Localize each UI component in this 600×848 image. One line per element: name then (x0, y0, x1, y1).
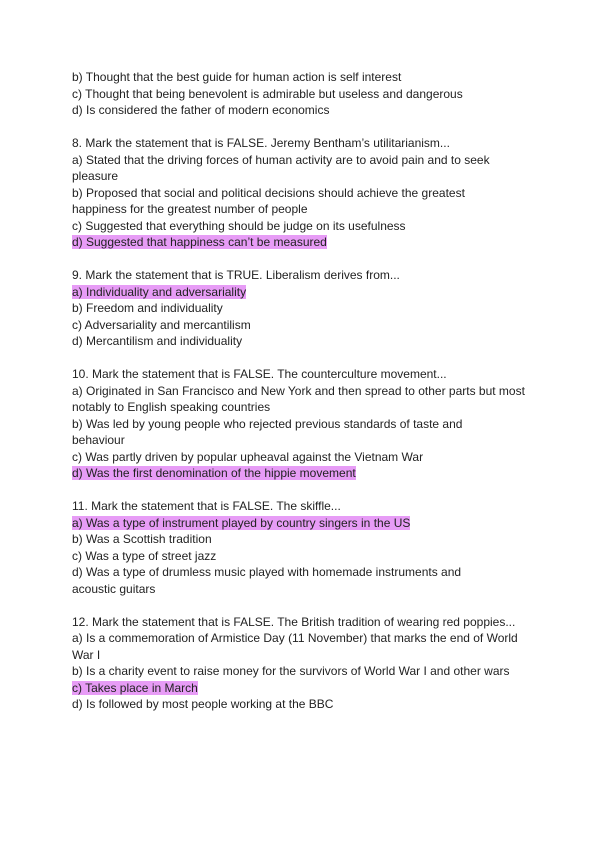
option-line (72, 399, 542, 416)
option-line-text: notably to English speaking countries (72, 400, 271, 414)
question-text: 9. Mark the statement that is TRUE. Liberalism derives from... (72, 268, 400, 282)
option-line (72, 564, 542, 581)
option-line (72, 284, 542, 301)
answer-option (72, 531, 542, 548)
option-line (72, 152, 542, 169)
answer-option (72, 696, 542, 713)
question-text: 12. Mark the statement that is FALSE. The British tradition of wearing red poppies... (72, 614, 516, 629)
option-line-text: b) Was led by young people who rejected previous standards of taste and (72, 416, 463, 431)
option-line (72, 465, 542, 482)
question-block (72, 135, 542, 251)
document-page (72, 69, 542, 729)
intro-option-c: c) Thought that being benevolent is admirable but useless and dangerous (72, 86, 463, 101)
option-line-text: d) Was a type of drumless music played with homemade instruments and (72, 565, 462, 579)
option-line-text: a) Individuality and adversariality (72, 284, 247, 299)
answer-option (72, 663, 542, 680)
option-line-text: a) Stated that the driving forces of human activity are to avoid pain and to seek (72, 152, 490, 167)
question-list (72, 135, 542, 713)
option-line (72, 581, 542, 598)
question-block (72, 614, 542, 713)
answer-option (72, 300, 542, 317)
answer-option-highlighted (72, 515, 542, 532)
option-line (72, 647, 542, 664)
answer-option (72, 383, 542, 416)
option-line-text: happiness for the greatest number of people (72, 202, 308, 216)
option-line-text: b) Freedom and individuality (72, 301, 223, 315)
option-line-text: d) Suggested that happiness can’t be measured (72, 235, 327, 249)
answer-option (72, 630, 542, 663)
option-line (72, 680, 542, 697)
answer-option-highlighted (72, 234, 542, 251)
answer-option-highlighted (72, 465, 542, 482)
option-line-text: d) Mercantilism and individuality (72, 334, 243, 348)
option-line (72, 531, 542, 548)
intro-option-d: d) Is considered the father of modern economics (72, 103, 330, 117)
question-text: 11. Mark the statement that is FALSE. The skiffle... (72, 499, 341, 513)
question-block (72, 498, 542, 597)
option-line (72, 416, 542, 433)
answer-option (72, 416, 542, 449)
option-line (72, 317, 542, 334)
question-text: 10. Mark the statement that is FALSE. The counterculture movement... (72, 367, 447, 381)
option-line-text: a) Originated in San Francisco and New York and then spread to other parts but most (72, 383, 525, 398)
option-line-text: acoustic guitars (72, 581, 156, 596)
answer-option (72, 333, 542, 350)
question-text: 8. Mark the statement that is FALSE. Jeremy Bentham’s utilitarianism... (72, 136, 450, 150)
option-line (72, 168, 542, 185)
option-line (72, 201, 542, 218)
option-line-text: c) Was a type of street jazz (72, 548, 217, 563)
answer-option (72, 317, 542, 334)
answer-option (72, 218, 542, 235)
question-block (72, 366, 542, 482)
option-line-text: behaviour (72, 433, 125, 447)
option-line-text: b) Is a charity event to raise money for the survivors of World War I and other wars (72, 664, 510, 678)
option-line (72, 185, 542, 202)
option-line-text: c) Was partly driven by popular upheaval against the Vietnam War (72, 449, 424, 464)
option-line-text: a) Is a commemoration of Armistice Day (11 November) that marks the end of World (72, 631, 518, 645)
option-line (72, 548, 542, 565)
option-line-text: c) Adversariality and mercantilism (72, 317, 251, 332)
option-line (72, 663, 542, 680)
option-line-text: d) Is followed by most people working at the BBC (72, 697, 334, 711)
option-line-text: b) Proposed that social and political decisions should achieve the greatest (72, 185, 465, 200)
option-line (72, 300, 542, 317)
option-line (72, 333, 542, 350)
intro-option-b: b) Thought that the best guide for human action is self interest (72, 70, 402, 84)
answer-option-highlighted (72, 284, 542, 301)
answer-option (72, 185, 542, 218)
option-line-text: b) Was a Scottish tradition (72, 532, 212, 546)
option-line-text: pleasure (72, 169, 119, 183)
option-line-text: d) Was the first denomination of the hippie movement (72, 466, 356, 480)
option-line (72, 515, 542, 532)
option-line (72, 234, 542, 251)
option-line-text: War I (72, 647, 101, 662)
option-line (72, 696, 542, 713)
option-line-text: a) Was a type of instrument played by country singers in the US (72, 515, 411, 530)
option-line (72, 383, 542, 400)
option-line-text: c) Suggested that everything should be judge on its usefulness (72, 218, 406, 233)
answer-option (72, 152, 542, 185)
option-line (72, 218, 542, 235)
answer-option (72, 564, 542, 597)
answer-option-highlighted (72, 680, 542, 697)
answer-option (72, 449, 542, 466)
option-line (72, 630, 542, 647)
option-line (72, 432, 542, 449)
answer-option (72, 548, 542, 565)
intro-options (72, 69, 542, 119)
option-line-text: c) Takes place in March (72, 680, 198, 695)
option-line (72, 449, 542, 466)
question-block (72, 267, 542, 350)
